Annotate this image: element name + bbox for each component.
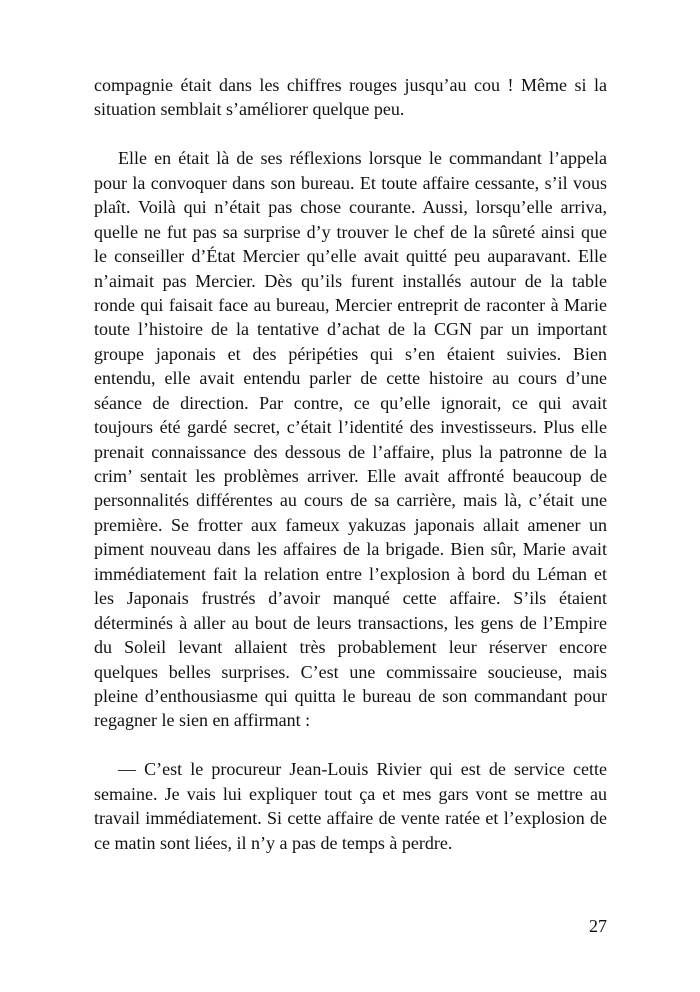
text-line: quelques belles surprises. C’est une commissaire soucieuse, mais [94,661,607,682]
text-line: — C’est le procureur Jean-Louis Rivier qui est de service cette [118,759,607,780]
text-line: toute l’histoire de la tentative d’achat de la CGN par un important [94,319,607,340]
text-line: les Japonais frustrés d’avoir manqué cette affaire. S’ils étaient [94,588,607,609]
text-line: déterminés à aller au bout de leurs transactions, les gens de l’Empire [94,612,607,633]
paragraph [94,146,607,733]
text-line: Elle en était là de ses réflexions lorsque le commandant l’appela [118,148,607,169]
text-line: situation semblait s’améliorer quelque peu. [94,99,405,120]
text-line: du Soleil levant allaient très probablement leur réserver encore [94,637,607,658]
page-number: 27 [589,916,607,936]
text-line: personnalités différentes au cours de sa carrière, mais là, c’était une [94,490,607,511]
text-line: groupe japonais et des péripéties qui s’en étaient suivies. Bien [94,343,607,364]
text-line: n’aimait pas Mercier. Dès qu’ils furent installés autour de la table [94,270,607,291]
text-line: prenait connaissance des dessous de l’affaire, plus la patronne de la [94,441,607,462]
text-line: regagner le sien en affirmant : [94,710,311,731]
paragraph [94,757,607,855]
body-text [94,73,607,879]
text-line: entendu, elle avait entendu parler de cette histoire au cours d’une [94,368,607,389]
text-line: séance de direction. Par contre, ce qu’elle ignorait, ce qui avait [94,392,607,413]
text-line: le conseiller d’État Mercier qu’elle avait quitté peu auparavant. Elle [94,246,607,267]
text-line: quelle ne fut pas sa surprise d’y trouver le chef de la sûreté ainsi que [94,221,607,242]
text-line: ce matin sont liées, il n’y a pas de temps à perdre. [94,832,453,853]
text-line: ronde qui faisait face au bureau, Mercier entreprit de raconter à Marie [94,294,607,315]
text-line: immédiatement fait la relation entre l’explosion à bord du Léman et [94,563,607,584]
text-line: semaine. Je vais lui expliquer tout ça et mes gars vont se mettre au [94,783,607,804]
text-line: travail immédiatement. Si cette affaire de vente ratée et l’explosion de [94,808,607,829]
text-line: pleine d’enthousiasme qui quitta le bureau de son commandant pour [94,685,607,706]
paragraph [94,73,607,122]
text-line: première. Se frotter aux fameux yakuzas japonais allait amener un [94,514,607,535]
text-line: plaît. Voilà qui n’était pas chose courante. Aussi, lorsqu’elle arriva, [94,197,607,218]
text-line: toujours été gardé secret, c’était l’identité des investisseurs. Plus elle [94,417,607,438]
text-line: crim’ sentait les problèmes arriver. Elle avait affronté beaucoup de [94,466,607,486]
text-line: pour la convoquer dans son bureau. Et toute affaire cessante, s’il vous [94,172,607,193]
text-line: compagnie était dans les chiffres rouges jusqu’au cou ! Même si la [94,75,607,95]
text-line: piment nouveau dans les affaires de la brigade. Bien sûr, Marie avait [94,539,607,560]
